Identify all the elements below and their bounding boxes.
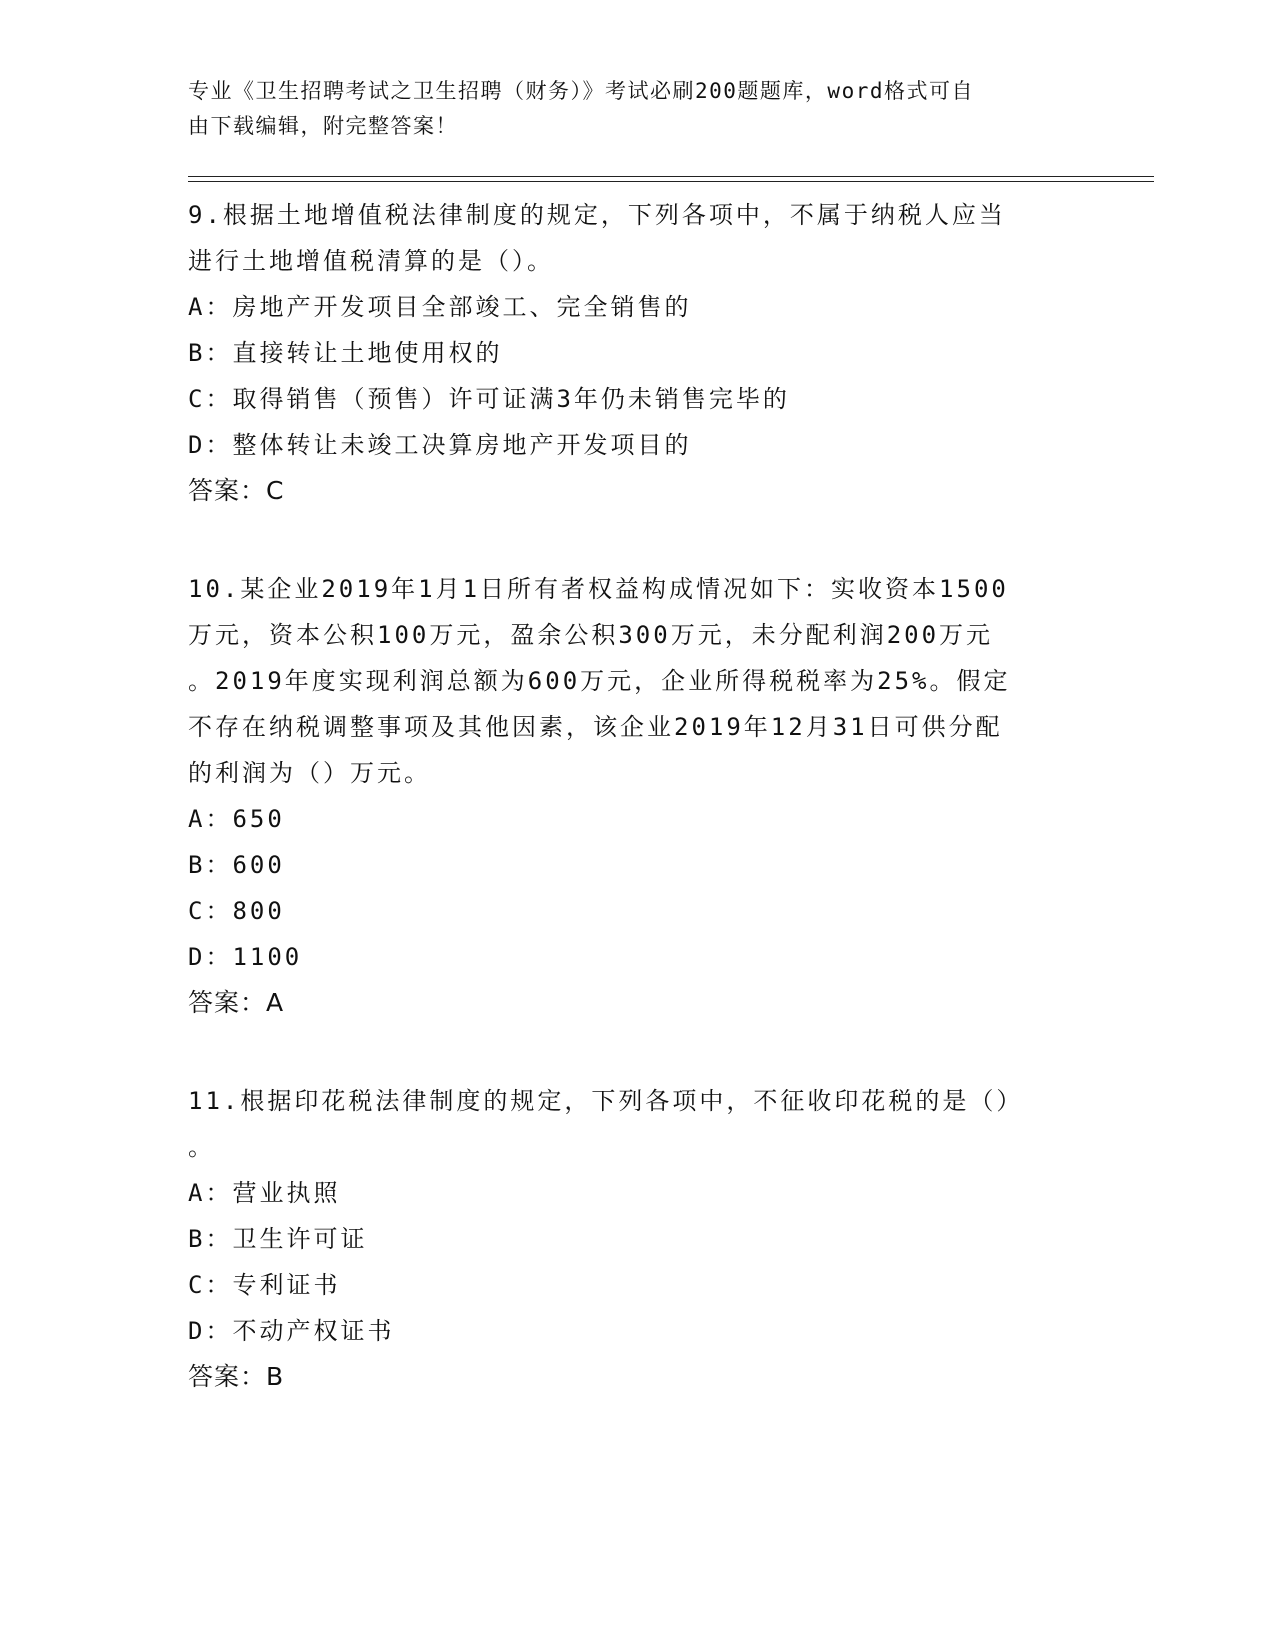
option-d: D：1100 bbox=[188, 943, 303, 971]
question-item bbox=[188, 192, 1088, 514]
option-a: A：房地产开发项目全部竣工、完全销售的 bbox=[188, 293, 692, 321]
option-a: A：营业执照 bbox=[188, 1179, 341, 1207]
question-list bbox=[188, 188, 1088, 1452]
header-divider-top bbox=[188, 176, 1154, 177]
option-c: C：取得销售（预售）许可证满3年仍未销售完毕的 bbox=[188, 385, 790, 413]
question-item bbox=[188, 566, 1088, 1026]
header-divider-bottom bbox=[188, 181, 1154, 182]
question-item bbox=[188, 1078, 1088, 1400]
question-stem: 9.根据土地增值税法律制度的规定，下列各项中，不属于纳税人应当 进行土地增值税清算的是（）。 bbox=[188, 201, 1006, 275]
option-c: C：800 bbox=[188, 897, 285, 925]
question-stem: 11.根据印花税法律制度的规定，下列各项中，不征收印花税的是（） 。 bbox=[188, 1087, 1024, 1161]
option-d: D：不动产权证书 bbox=[188, 1317, 395, 1345]
option-b: B：直接转让土地使用权的 bbox=[188, 339, 503, 367]
option-c: C：专利证书 bbox=[188, 1271, 341, 1299]
option-b: B：600 bbox=[188, 851, 285, 879]
option-d: D：整体转让未竣工决算房地产开发项目的 bbox=[188, 431, 692, 459]
option-a: A：650 bbox=[188, 805, 285, 833]
answer-line: 答案：B bbox=[188, 1362, 285, 1391]
answer-line: 答案：C bbox=[188, 476, 285, 505]
question-stem: 10.某企业2019年1月1日所有者权益构成情况如下：实收资本1500 万元，资本公积100万元，盈余公积300万元，未分配利润200万元 。2019年度实现利润总额为600万元，企业所得税税率为25%。假定 不存在纳税调整事项及其他因素，该企业2019年12月31日可供分配 的利润为（）万元。 bbox=[188, 575, 1011, 787]
document-header: 专业《卫生招聘考试之卫生招聘（财务）》考试必刷200题题库，word格式可自 由下载编辑，附完整答案！ bbox=[188, 79, 974, 138]
answer-line: 答案：A bbox=[188, 988, 285, 1017]
option-b: B：卫生许可证 bbox=[188, 1225, 368, 1253]
